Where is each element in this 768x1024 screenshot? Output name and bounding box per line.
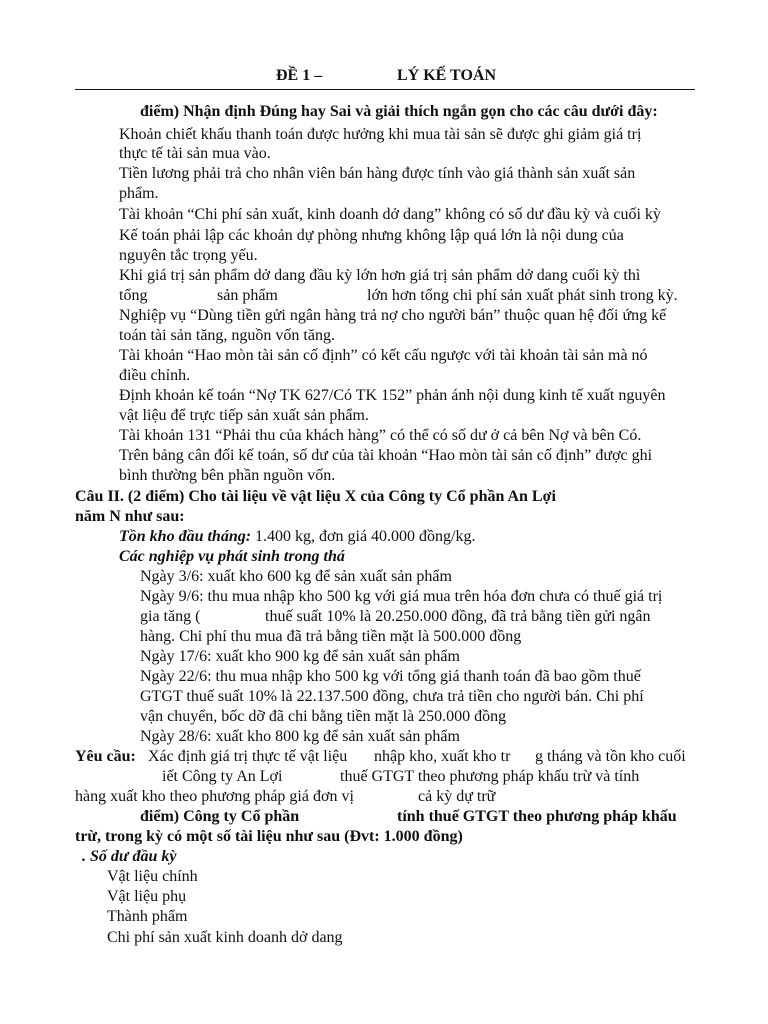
opening-balance-label: . Số dư đầu kỳ — [82, 848, 177, 865]
balance-item-4: Chi phí sản xuất kinh doanh dở dang — [107, 929, 343, 946]
operation-2-line-1: Ngày 9/6: thu mua nhập kho 500 kg với giá mua trên hóa đơn chưa có thuế giá trị — [140, 588, 663, 605]
opening-stock — [119, 527, 476, 547]
operation-4-line-1: Ngày 22/6: thu mua nhập kho 500 kg với tổng giá thanh toán đã bao gồm thuế — [140, 668, 641, 685]
statement-4-line-1: Kế toán phải lập các khoản dự phòng nhưng không lập quá lớn là nội dung của — [119, 227, 624, 244]
part3-title-line-1-a: điểm) Công ty Cổ phần — [140, 808, 300, 825]
operations-label: Các nghiệp vụ phát sinh trong thá — [119, 548, 345, 565]
statement-1-line-2: thực tế tài sản mua vào. — [119, 145, 271, 162]
statement-3-line-1: Tài khoản “Chi phí sản xuất, kinh doanh dở dang” không có số dư đầu kỳ và cuối kỳ — [119, 206, 661, 223]
statement-6-line-1: Nghiệp vụ “Dùng tiền gửi ngân hàng trả nợ cho người bán” thuộc quan hệ đối ứng kế — [119, 307, 667, 324]
statement-10-line-1: Trên bảng cân đối kế toán, số dư của tài khoản “Hao mòn tài sản cố định” được ghi — [119, 447, 653, 464]
requirement-line-3-b: cả kỳ dự trữ — [418, 788, 496, 805]
statement-1-line-1: Khoản chiết khấu thanh toán được hưởng khi mua tài sản sẽ được ghi giảm giá trị — [119, 126, 642, 143]
operation-4-line-3: vận chuyển, bốc dỡ đã chi bằng tiền mặt là 250.000 đồng — [140, 708, 507, 725]
statement-2-line-1: Tiền lương phải trả cho nhân viên bán hàng được tính vào giá thành sản xuất sản — [119, 165, 636, 182]
statement-5-word-1: tổng — [119, 287, 148, 304]
operation-5: Ngày 28/6: xuất kho 800 kg để sản xuất sản phẩm — [140, 728, 460, 745]
exam-subject: LÝ KẾ TOÁN — [397, 67, 496, 84]
balance-item-2: Vật liệu phụ — [107, 888, 187, 905]
statement-2-line-2: phẩm. — [119, 185, 159, 202]
requirement-line-1-b: nhập kho, xuất kho tr — [374, 748, 511, 765]
operation-2-line-3: hàng. Chi phí thu mua đã trả bằng tiền mặt là 500.000 đồng — [140, 628, 522, 645]
operation-2-line-2-end: thuế suất 10% là 20.250.000 đồng, đã trả bằng tiền gửi ngân — [265, 608, 651, 625]
statement-8-line-2: vật liệu để trực tiếp sản xuất sản phẩm. — [119, 407, 369, 424]
header-rule — [75, 89, 695, 90]
opening-stock-label: Tồn kho đầu tháng: — [119, 528, 252, 545]
part3-title-line-1-b: tính thuế GTGT theo phương pháp khấu — [397, 808, 677, 825]
operation-4-line-2: GTGT thuế suất 10% là 22.137.500 đồng, chưa trả tiền cho người bán. Chi phí — [140, 688, 644, 705]
requirement-line-1-c: g tháng và tồn kho cuối — [535, 748, 686, 765]
statement-7-line-2: điều chỉnh. — [119, 367, 191, 384]
requirement-line-1-a: Xác định giá trị thực tế vật liệu — [148, 748, 348, 765]
requirement-line-3-a: hàng xuất kho theo phương pháp giá đơn vị — [75, 788, 354, 805]
statement-4-line-2: nguyên tắc trọng yếu. — [119, 247, 258, 264]
statement-5-word-2: sản phẩm — [217, 287, 278, 304]
statement-6-line-2: toán tài sản tăng, nguồn vốn tăng. — [119, 327, 335, 344]
exam-number: ĐỀ 1 – — [276, 67, 323, 84]
requirement-label: Yêu cầu: — [75, 748, 136, 765]
statement-7-line-1: Tài khoản “Hao mòn tài sản cố định” có kết cấu ngược với tài khoản tài sản mà nó — [119, 347, 648, 364]
part3-title-line-2: trừ, trong kỳ có một số tài liệu như sau (Đvt: 1.000 đồng) — [75, 828, 463, 845]
balance-item-3: Thành phẩm — [107, 908, 188, 925]
operation-3: Ngày 17/6: xuất kho 900 kg để sản xuất sản phẩm — [140, 648, 460, 665]
statement-8-line-1: Định khoản kế toán “Nợ TK 627/Có TK 152” phản ánh nội dung kinh tế xuất nguyên — [119, 387, 666, 404]
requirement-line-2-b: thuế GTGT theo phương pháp khấu trừ và tính — [340, 768, 640, 785]
requirement-line-2-a: iết Công ty An Lợi — [162, 768, 283, 785]
statement-5-line-2-end: lớn hơn tổng chi phí sản xuất phát sinh trong kỳ. — [367, 287, 678, 304]
part1-intro: điểm) Nhận định Đúng hay Sai và giải thích ngắn gọn cho các câu dưới đây: — [140, 103, 658, 120]
balance-item-1: Vật liệu chính — [107, 868, 198, 885]
part2-title-line-1: Câu II. (2 điểm) Cho tài liệu về vật liệu X của Công ty Cổ phần An Lợi — [75, 488, 556, 505]
operation-2-line-2-start: gia tăng ( — [140, 608, 201, 625]
statement-5-line-1: Khi giá trị sản phẩm dở dang đầu kỳ lớn hơn giá trị sản phẩm dở dang cuối kỳ thì — [119, 267, 641, 284]
statement-10-line-2: bình thường bên phần nguồn vốn. — [119, 467, 336, 484]
statement-9-line-1: Tài khoản 131 “Phải thu của khách hàng” có thể có số dư ở cả bên Nợ và bên Có. — [119, 427, 642, 444]
operation-1: Ngày 3/6: xuất kho 600 kg để sản xuất sản phẩm — [140, 568, 452, 585]
part2-title-line-2: năm N như sau: — [75, 508, 185, 525]
opening-stock-value: 1.400 kg, đơn giá 40.000 đồng/kg. — [255, 528, 476, 545]
